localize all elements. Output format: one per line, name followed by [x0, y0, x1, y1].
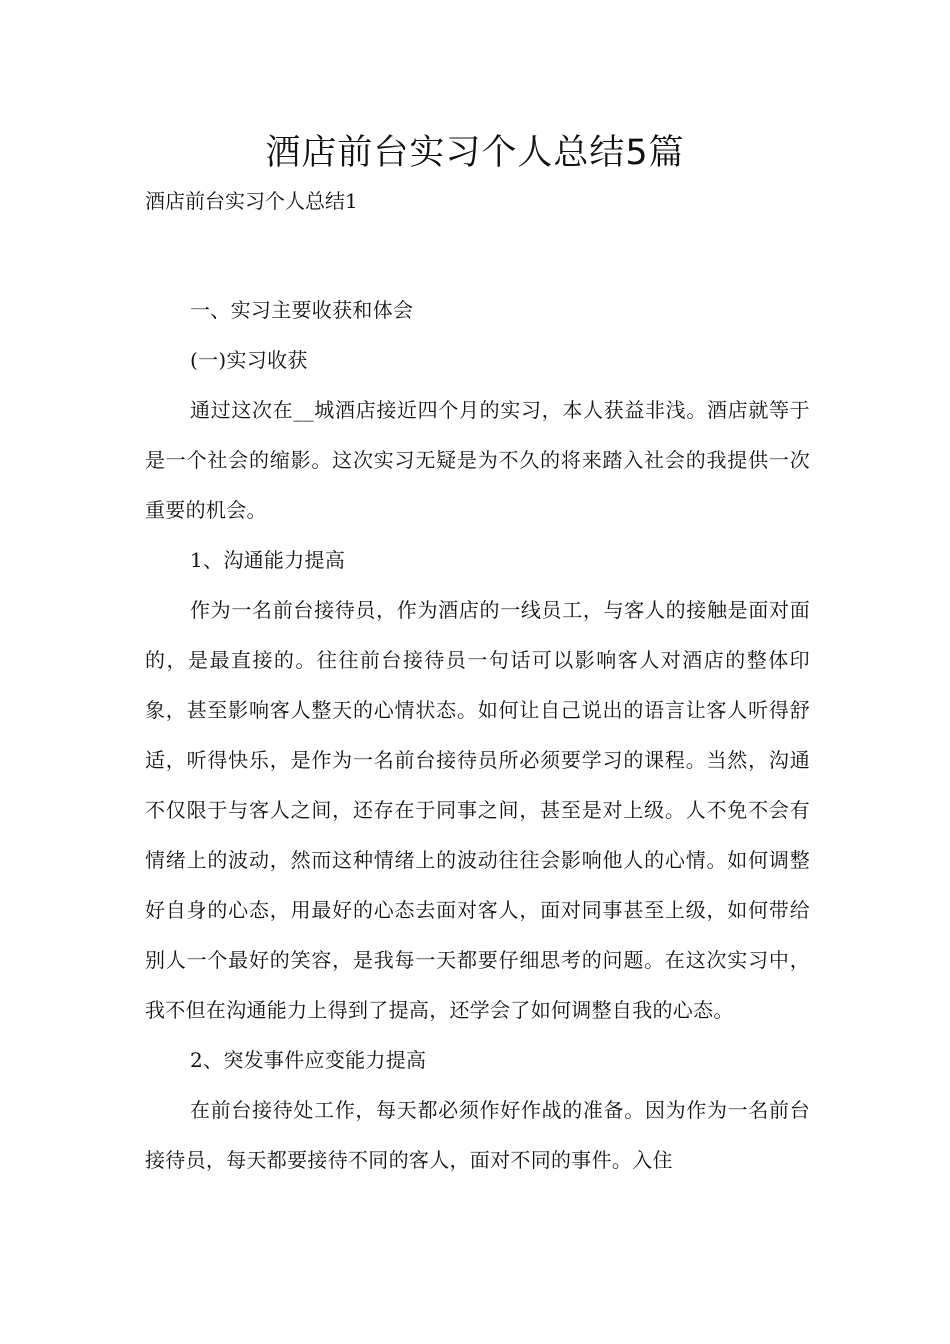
body-paragraph: 通过这次在__城酒店接近四个月的实习，本人获益非浅。酒店就等于是一个社会的缩影。这次实习无疑是为不久的将来踏入社会的我提供一次重要的机会。 [145, 398, 810, 522]
subsection-heading: (一)实习收获 [190, 348, 308, 372]
body-paragraph: 作为一名前台接待员，作为酒店的一线员工，与客人的接触是面对面的，是最直接的。往往前台接待员一句话可以影响客人对酒店的整体印象，甚至影响客人整天的心情状态。如何让自己说出的语言让客人听得舒适，听得快乐，是作为一名前台接待员所必须要学习的课程。当然，沟通不仅限于与客人之间，还存在于同事之间，甚至是对上级。人不免不会有情绪上的波动，然而这种情绪上的波动往往会影响他人的心情。如何调整好自身的心态，用最好的心态去面对客人，面对同事甚至上级，如何带给别人一个最好的笑容，是我每一天都要仔细思考的问题。在这次实习中，我不但在沟通能力上得到了提高，还学会了如何调整自我的心态。 [145, 598, 810, 1022]
document-subtitle: 酒店前台实习个人总结1 [145, 189, 358, 213]
point-heading: 2、突发事件应变能力提高 [190, 1048, 427, 1072]
body-paragraph: 在前台接待处工作，每天都必须作好作战的准备。因为作为一名前台接待员，每天都要接待不同的客人，面对不同的事件。入住 [145, 1098, 810, 1172]
document-title: 酒店前台实习个人总结5篇 [265, 133, 685, 173]
document-body [145, 285, 810, 1185]
section-heading: 一、实习主要收获和体会 [190, 298, 414, 322]
point-heading: 1、沟通能力提高 [190, 548, 346, 572]
